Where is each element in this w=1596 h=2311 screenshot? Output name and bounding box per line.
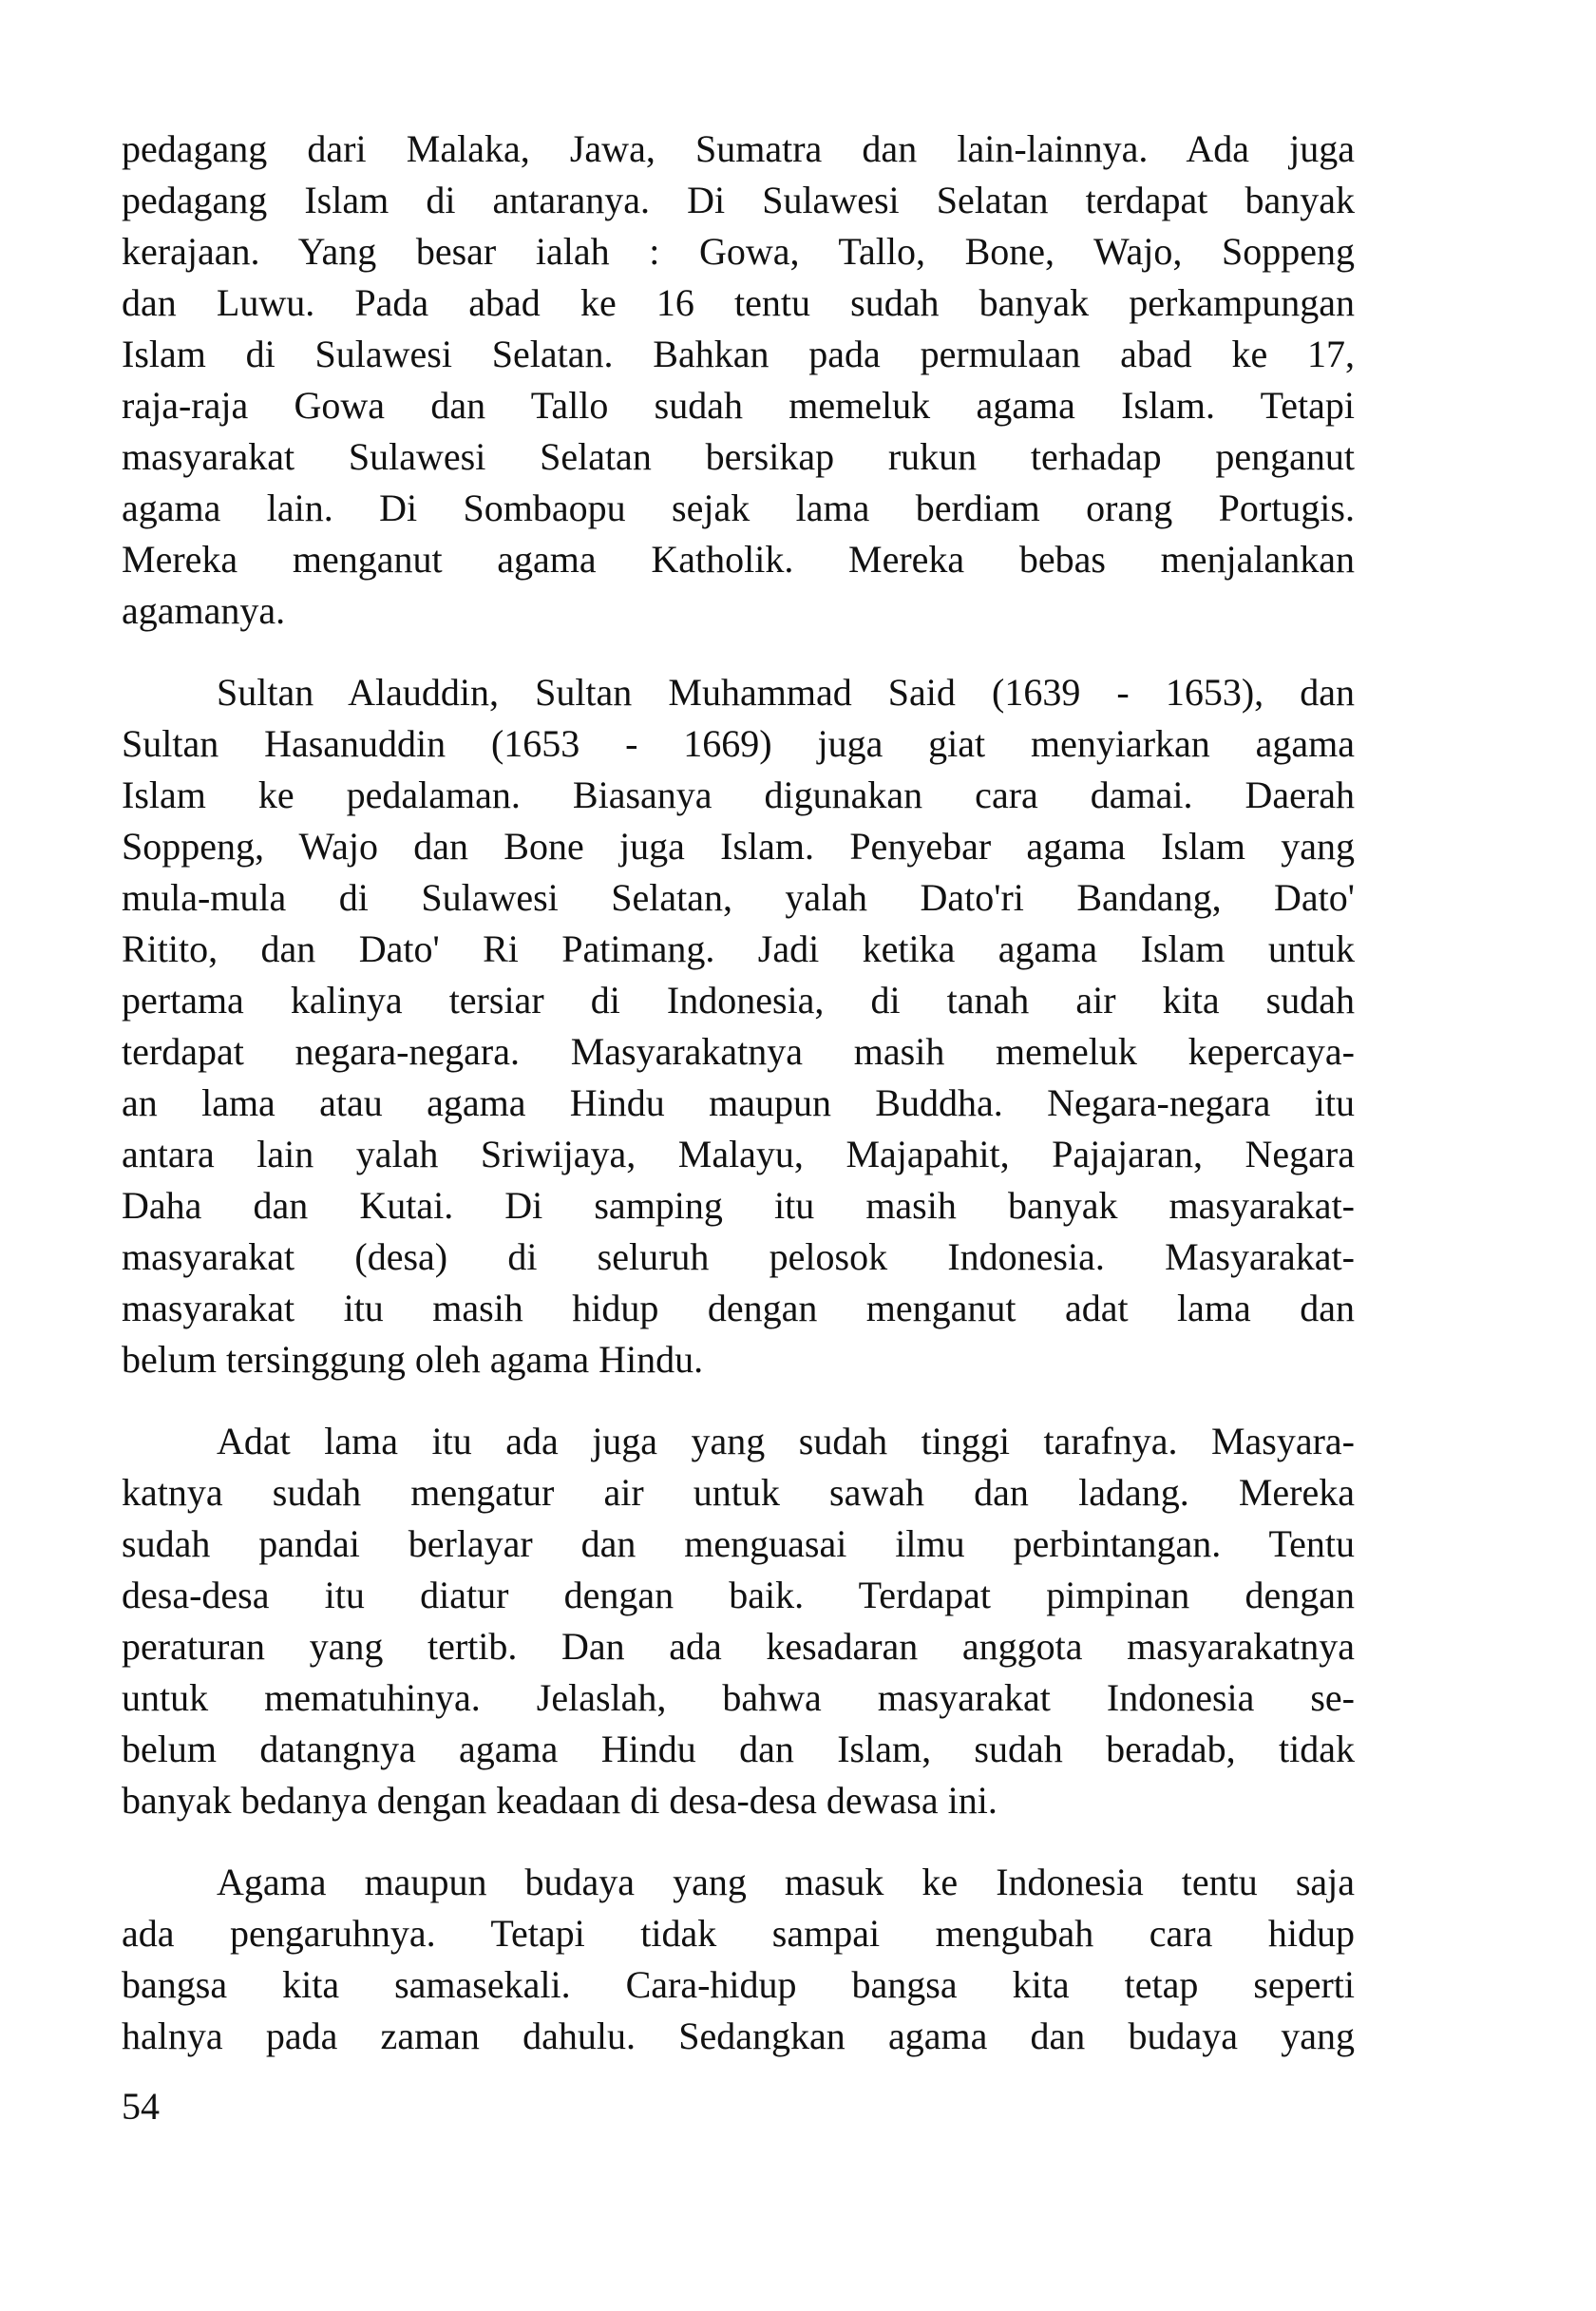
body-text bbox=[122, 124, 1355, 2092]
text-line: Soppeng, Wajo dan Bone juga Islam. Penyebar agama Islam yang bbox=[122, 825, 1355, 868]
paragraph-3 bbox=[122, 1416, 1355, 1826]
text-line: kerajaan. Yang besar ialah : Gowa, Tallo, Bone, Wajo, Soppeng bbox=[122, 230, 1355, 273]
text-line: antara lain yalah Sriwijaya, Malayu, Majapahit, Pajajaran, Negara bbox=[122, 1133, 1355, 1175]
text-line: peraturan yang tertib. Dan ada kesadaran anggota masyarakatnya bbox=[122, 1625, 1355, 1668]
text-line: raja-raja Gowa dan Tallo sudah memeluk agama Islam. Tetapi bbox=[122, 384, 1355, 427]
text-line: belum datangnya agama Hindu dan Islam, sudah beradab, tidak bbox=[122, 1728, 1355, 1770]
text-line: pertama kalinya tersiar di Indonesia, di tanah air kita sudah bbox=[122, 979, 1355, 1022]
text-line: agamanya. bbox=[122, 589, 286, 632]
paragraph-4 bbox=[122, 1857, 1355, 2062]
text-line: belum tersinggung oleh agama Hindu. bbox=[122, 1338, 704, 1381]
paragraph-2 bbox=[122, 667, 1355, 1385]
text-line: Islam ke pedalaman. Biasanya digunakan cara damai. Daerah bbox=[122, 774, 1355, 816]
text-line: Adat lama itu ada juga yang sudah tinggi tarafnya. Masyara- bbox=[217, 1420, 1355, 1462]
text-line: Agama maupun budaya yang masuk ke Indonesia tentu saja bbox=[217, 1861, 1355, 1903]
text-line: Daha dan Kutai. Di samping itu masih banyak masyarakat- bbox=[122, 1184, 1355, 1227]
text-line: sudah pandai berlayar dan menguasai ilmu perbintangan. Tentu bbox=[122, 1522, 1355, 1565]
text-line: Sultan Hasanuddin (1653 - 1669) juga giat menyiarkan agama bbox=[122, 722, 1355, 765]
text-line: terdapat negara-negara. Masyarakatnya masih memeluk kepercaya- bbox=[122, 1030, 1355, 1073]
text-line: masyarakat (desa) di seluruh pelosok Indonesia. Masyarakat- bbox=[122, 1235, 1355, 1278]
text-line: pedagang Islam di antaranya. Di Sulawesi Selatan terdapat banyak bbox=[122, 179, 1355, 221]
text-line: an lama atau agama Hindu maupun Buddha. Negara-negara itu bbox=[122, 1081, 1355, 1124]
text-line: desa-desa itu diatur dengan baik. Terdapat pimpinan dengan bbox=[122, 1574, 1355, 1616]
text-line: Islam di Sulawesi Selatan. Bahkan pada permulaan abad ke 17, bbox=[122, 333, 1355, 375]
text-line: pedagang dari Malaka, Jawa, Sumatra dan lain-lainnya. Ada juga bbox=[122, 127, 1355, 170]
text-line: agama lain. Di Sombaopu sejak lama berdiam orang Portugis. bbox=[122, 487, 1355, 529]
text-line: katnya sudah mengatur air untuk sawah dan ladang. Mereka bbox=[122, 1471, 1355, 1514]
paragraph-1 bbox=[122, 124, 1355, 637]
text-line: Sultan Alauddin, Sultan Muhammad Said (1639 - 1653), dan bbox=[217, 671, 1355, 714]
page-number: 54 bbox=[122, 2085, 160, 2128]
text-line: mula-mula di Sulawesi Selatan, yalah Dato'ri Bandang, Dato' bbox=[122, 876, 1355, 919]
text-line: dan Luwu. Pada abad ke 16 tentu sudah banyak perkampungan bbox=[122, 281, 1355, 324]
text-line: Ritito, dan Dato' Ri Patimang. Jadi ketika agama Islam untuk bbox=[122, 927, 1355, 970]
text-line: Mereka menganut agama Katholik. Mereka bebas menjalankan bbox=[122, 538, 1355, 581]
text-line: untuk mematuhinya. Jelaslah, bahwa masyarakat Indonesia se- bbox=[122, 1676, 1355, 1719]
text-line: masyarakat itu masih hidup dengan menganut adat lama dan bbox=[122, 1287, 1355, 1329]
text-line: halnya pada zaman dahulu. Sedangkan agama dan budaya yang bbox=[122, 2015, 1355, 2057]
text-line: ada pengaruhnya. Tetapi tidak sampai mengubah cara hidup bbox=[122, 1912, 1355, 1955]
text-line: masyarakat Sulawesi Selatan bersikap rukun terhadap penganut bbox=[122, 435, 1355, 478]
text-line: bangsa kita samasekali. Cara-hidup bangsa kita tetap seperti bbox=[122, 1963, 1355, 2006]
text-line: banyak bedanya dengan keadaan di desa-desa dewasa ini. bbox=[122, 1779, 998, 1822]
